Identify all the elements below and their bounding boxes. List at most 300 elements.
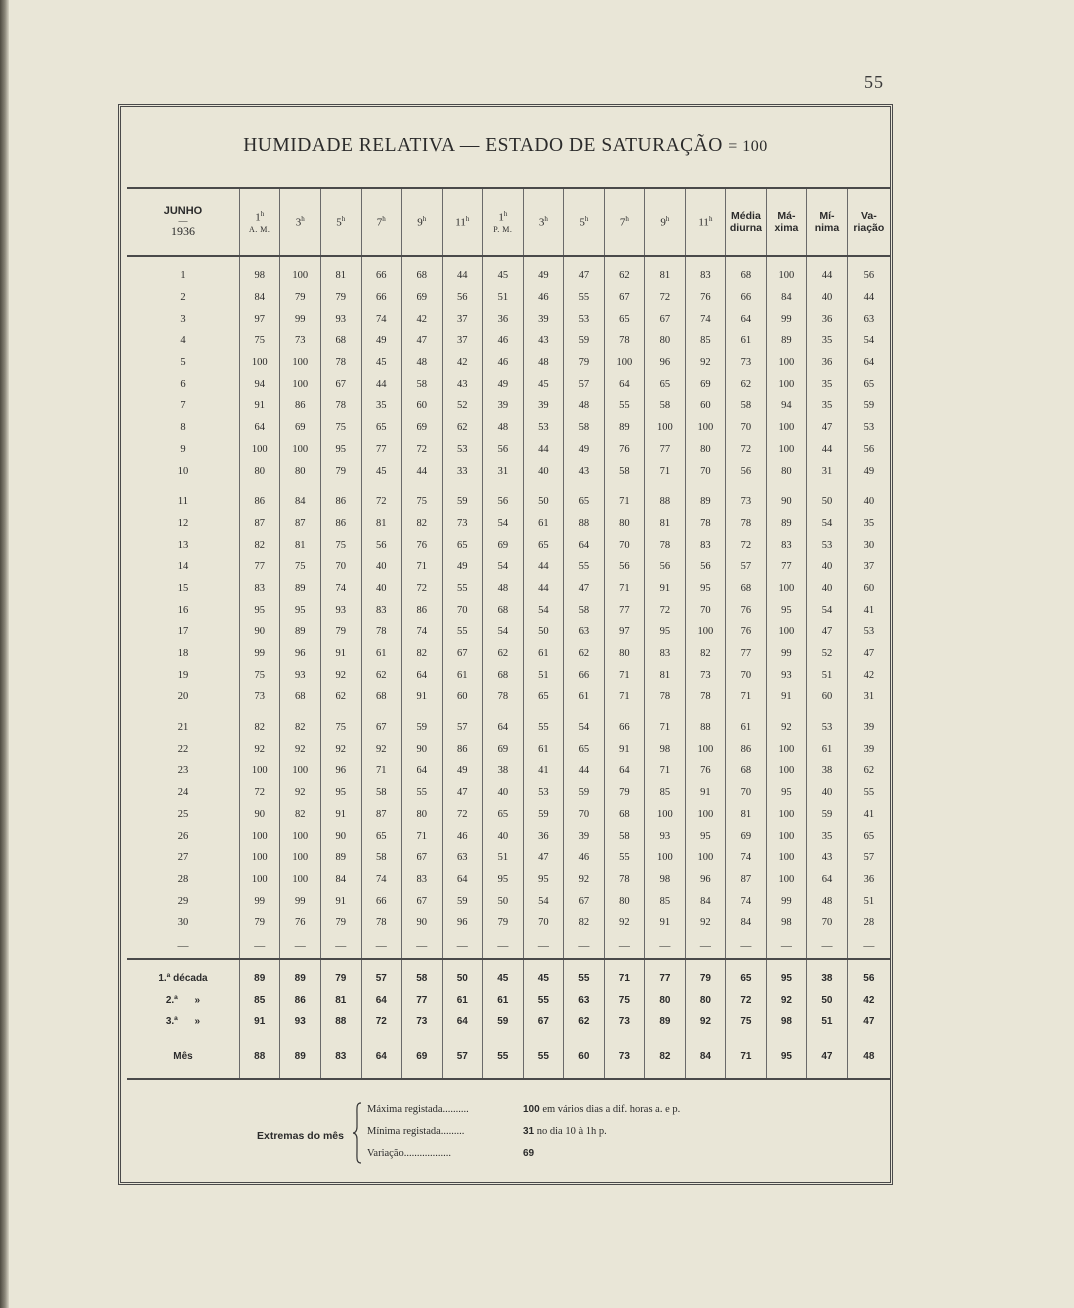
variation-label: Variação.................. xyxy=(367,1148,451,1159)
table-cell: 40 xyxy=(847,491,890,513)
table-cell: 79 xyxy=(604,782,645,804)
table-cell: 39 xyxy=(523,308,564,330)
table-cell: 100 xyxy=(766,825,807,847)
table-cell: 66 xyxy=(564,664,605,686)
table-cell: 56 xyxy=(604,556,645,578)
summary-cell: 75 xyxy=(604,990,645,1011)
table-cell: 66 xyxy=(604,717,645,739)
table-cell: 61 xyxy=(361,643,402,665)
table-cell: 100 xyxy=(685,621,726,643)
table-cell: 68 xyxy=(726,578,767,600)
table-cell: 56 xyxy=(847,265,890,287)
table-cell: 47 xyxy=(564,265,605,287)
table-cell: 31 xyxy=(483,460,524,482)
table-cell: 71 xyxy=(645,760,686,782)
table-cell: 71 xyxy=(604,664,645,686)
table-cell: 58 xyxy=(564,599,605,621)
table-cell: 64 xyxy=(847,352,890,374)
table-cell: 93 xyxy=(645,825,686,847)
table-row xyxy=(127,556,890,578)
table-cell: 56 xyxy=(645,556,686,578)
hour-label: 3$^h$ xyxy=(295,214,305,229)
table-cell: 99 xyxy=(239,890,280,912)
table-cell: 59 xyxy=(807,804,848,826)
table-cell: 64 xyxy=(442,869,483,891)
table-cell: 100 xyxy=(766,847,807,869)
variacao-header xyxy=(847,188,890,256)
table-cell: 55 xyxy=(523,717,564,739)
table-cell: 61 xyxy=(726,717,767,739)
day-number: 25 xyxy=(177,808,189,820)
table-cell: 53 xyxy=(847,417,890,439)
table-frame xyxy=(118,104,893,1185)
summary-cell: 42 xyxy=(847,990,890,1011)
table-row xyxy=(127,643,890,665)
table-cell: 64 xyxy=(604,760,645,782)
table-row xyxy=(127,395,890,417)
summary-cell: 73 xyxy=(604,1011,645,1032)
table-cell: 86 xyxy=(239,491,280,513)
table-row xyxy=(127,308,890,330)
dash-mark: — xyxy=(402,934,443,959)
summary-cell: 50 xyxy=(442,959,483,990)
summary-cell: 47 xyxy=(807,1042,848,1079)
page-title xyxy=(121,135,890,157)
hour-header-7am xyxy=(361,188,402,256)
table-cell: 80 xyxy=(645,330,686,352)
table-cell: 76 xyxy=(726,621,767,643)
dash-mark: — xyxy=(442,934,483,959)
table-cell: 44 xyxy=(442,265,483,287)
table-cell: 75 xyxy=(239,664,280,686)
table-cell: 78 xyxy=(361,912,402,934)
table-cell: 73 xyxy=(280,330,321,352)
summary-row xyxy=(127,990,890,1011)
table-cell: 68 xyxy=(726,265,767,287)
table-cell: 92 xyxy=(564,869,605,891)
month-year-header xyxy=(127,188,239,256)
table-cell: 72 xyxy=(239,782,280,804)
table-cell: 42 xyxy=(402,308,443,330)
table-cell: 65 xyxy=(847,373,890,395)
table-cell: 59 xyxy=(442,491,483,513)
table-cell: 39 xyxy=(564,825,605,847)
table-cell: 44 xyxy=(807,439,848,461)
summary-cell: 98 xyxy=(766,1011,807,1032)
table-cell: 40 xyxy=(361,578,402,600)
day-number: 5 xyxy=(180,357,186,369)
table-cell: 68 xyxy=(483,599,524,621)
day-number: 7 xyxy=(180,400,186,412)
hour-header-7pm xyxy=(604,188,645,256)
summary-cell: 55 xyxy=(523,1042,564,1079)
table-cell: 66 xyxy=(361,287,402,309)
table-cell: 90 xyxy=(766,491,807,513)
summary-cell: 64 xyxy=(361,1042,402,1079)
table-cell: 70 xyxy=(685,460,726,482)
table-cell: 65 xyxy=(523,534,564,556)
table-cell: 69 xyxy=(280,417,321,439)
table-cell: 70 xyxy=(685,599,726,621)
table-cell: 91 xyxy=(321,804,362,826)
table-cell: 71 xyxy=(645,460,686,482)
table-cell: 74 xyxy=(402,621,443,643)
media-header-line1: Média xyxy=(731,209,761,222)
dash-mark: — xyxy=(766,934,807,959)
table-cell: 79 xyxy=(564,352,605,374)
table-cell: 50 xyxy=(523,491,564,513)
hour-label: 9$^h$ xyxy=(660,214,670,229)
hour-header-1pm xyxy=(483,188,524,256)
summary-cell: 86 xyxy=(280,990,321,1011)
day-number: 2 xyxy=(180,292,186,304)
table-cell: 95 xyxy=(280,599,321,621)
table-cell: 56 xyxy=(361,534,402,556)
table-cell: 90 xyxy=(239,621,280,643)
summary-cell: 64 xyxy=(361,990,402,1011)
table-row xyxy=(127,717,890,739)
table-cell: 35 xyxy=(807,373,848,395)
table-cell: 78 xyxy=(645,534,686,556)
table-row xyxy=(127,534,890,556)
table-cell: 69 xyxy=(685,373,726,395)
summary-cell: 89 xyxy=(280,1042,321,1079)
table-cell: 44 xyxy=(807,265,848,287)
table-cell: 56 xyxy=(847,439,890,461)
summary-cell: 59 xyxy=(483,1011,524,1032)
table-cell: 43 xyxy=(442,373,483,395)
table-cell: 45 xyxy=(361,460,402,482)
table-cell: 100 xyxy=(685,417,726,439)
summary-cell: 45 xyxy=(483,959,524,990)
day-number: 1 xyxy=(180,270,186,282)
table-cell: 100 xyxy=(280,825,321,847)
table-row xyxy=(127,330,890,352)
table-cell: 31 xyxy=(847,686,890,708)
summary-cell: 72 xyxy=(726,990,767,1011)
table-cell: 100 xyxy=(766,760,807,782)
table-cell: 55 xyxy=(847,782,890,804)
table-cell: 50 xyxy=(523,621,564,643)
table-cell: 86 xyxy=(321,513,362,535)
table-cell: 76 xyxy=(726,599,767,621)
table-cell: 81 xyxy=(361,513,402,535)
table-cell: 58 xyxy=(402,373,443,395)
table-cell: 94 xyxy=(766,395,807,417)
table-cell: 76 xyxy=(402,534,443,556)
table-cell: 46 xyxy=(483,352,524,374)
table-cell: 95 xyxy=(685,825,726,847)
table-cell: 79 xyxy=(321,621,362,643)
table-cell: 66 xyxy=(361,890,402,912)
day-number: 10 xyxy=(177,465,189,477)
summary-cell: 56 xyxy=(847,959,890,990)
table-cell: 96 xyxy=(645,352,686,374)
table-cell: 91 xyxy=(321,643,362,665)
table-cell: 96 xyxy=(321,760,362,782)
table-cell: 59 xyxy=(564,330,605,352)
summary-cell: 63 xyxy=(564,990,605,1011)
table-cell: 58 xyxy=(564,417,605,439)
table-cell: 92 xyxy=(361,738,402,760)
dash-mark: — xyxy=(280,934,321,959)
table-cell: 70 xyxy=(442,599,483,621)
table-cell: 54 xyxy=(523,599,564,621)
day-number: 26 xyxy=(177,830,189,842)
table-cell: 70 xyxy=(523,912,564,934)
day-number: 16 xyxy=(177,604,189,616)
table-cell: 58 xyxy=(361,847,402,869)
summary-cell: 85 xyxy=(239,990,280,1011)
table-cell: 44 xyxy=(564,760,605,782)
table-cell: 36 xyxy=(807,308,848,330)
title-text: HUMIDADE RELATIVA — ESTADO DE SATURAÇÃO xyxy=(243,135,723,156)
table-cell: 65 xyxy=(645,373,686,395)
table-cell: 65 xyxy=(847,825,890,847)
summary-cell: 45 xyxy=(523,959,564,990)
table-cell: 83 xyxy=(239,578,280,600)
table-cell: 90 xyxy=(321,825,362,847)
hour-header-11pm xyxy=(685,188,726,256)
table-cell: 97 xyxy=(604,621,645,643)
table-cell: 100 xyxy=(766,578,807,600)
day-number: 20 xyxy=(177,691,189,703)
table-cell: 87 xyxy=(726,869,767,891)
table-cell: 37 xyxy=(442,308,483,330)
table-cell: 67 xyxy=(321,373,362,395)
table-cell: 100 xyxy=(280,760,321,782)
table-cell: 49 xyxy=(442,760,483,782)
table-cell: 98 xyxy=(645,738,686,760)
book-spine-shadow xyxy=(0,0,9,1308)
table-cell: 62 xyxy=(604,265,645,287)
summary-row xyxy=(127,1011,890,1032)
table-cell: 43 xyxy=(807,847,848,869)
day-number: 6 xyxy=(180,378,186,390)
table-cell: 95 xyxy=(645,621,686,643)
table-cell: 95 xyxy=(239,599,280,621)
table-cell: 67 xyxy=(402,890,443,912)
day-number: 27 xyxy=(177,852,189,864)
table-cell: 92 xyxy=(280,738,321,760)
table-cell: 80 xyxy=(685,439,726,461)
summary-cell: 88 xyxy=(239,1042,280,1079)
summary-cell: 55 xyxy=(523,990,564,1011)
summary-cell: 93 xyxy=(280,1011,321,1032)
table-cell: 82 xyxy=(280,717,321,739)
table-cell: 100 xyxy=(766,373,807,395)
table-cell: 69 xyxy=(402,417,443,439)
table-cell: 89 xyxy=(280,621,321,643)
table-cell: 99 xyxy=(280,890,321,912)
table-cell: 67 xyxy=(442,643,483,665)
summary-cell: 71 xyxy=(726,1042,767,1079)
table-cell: 100 xyxy=(280,869,321,891)
table-cell: 54 xyxy=(807,599,848,621)
table-cell: 88 xyxy=(564,513,605,535)
table-cell: 63 xyxy=(442,847,483,869)
summary-cell: 77 xyxy=(645,959,686,990)
table-cell: 99 xyxy=(766,308,807,330)
table-cell: 65 xyxy=(483,804,524,826)
summary-cell: 38 xyxy=(807,959,848,990)
table-row xyxy=(127,760,890,782)
day-number: 24 xyxy=(177,787,189,799)
table-cell: 57 xyxy=(442,717,483,739)
var-value: 69 xyxy=(523,1148,535,1159)
summary-cell: 89 xyxy=(280,959,321,990)
table-cell: 95 xyxy=(766,599,807,621)
table-cell: 82 xyxy=(402,643,443,665)
minima-header-line2: nima xyxy=(814,222,840,234)
hour-header-9am xyxy=(402,188,443,256)
table-cell: 50 xyxy=(483,890,524,912)
table-cell: 55 xyxy=(564,287,605,309)
table-cell: 62 xyxy=(483,643,524,665)
table-cell: 40 xyxy=(361,556,402,578)
table-cell: 75 xyxy=(321,417,362,439)
hour-header-5am xyxy=(321,188,362,256)
title-suffix: = 100 xyxy=(728,138,768,155)
table-cell: 57 xyxy=(847,847,890,869)
table-cell: 59 xyxy=(402,717,443,739)
summary-cell: 75 xyxy=(726,1011,767,1032)
table-cell: 78 xyxy=(645,686,686,708)
table-cell: 48 xyxy=(807,890,848,912)
maxima-header xyxy=(766,188,807,256)
table-cell: 56 xyxy=(726,460,767,482)
table-cell: 76 xyxy=(685,760,726,782)
table-cell: 33 xyxy=(442,460,483,482)
table-cell: 69 xyxy=(483,534,524,556)
summary-cell: 95 xyxy=(766,959,807,990)
table-cell: 49 xyxy=(564,439,605,461)
table-cell: 100 xyxy=(239,439,280,461)
table-cell: 42 xyxy=(442,352,483,374)
table-cell: 88 xyxy=(645,491,686,513)
min-note: no dia 10 à 1h p. xyxy=(536,1126,607,1137)
table-cell: 54 xyxy=(483,621,524,643)
table-cell: 98 xyxy=(645,869,686,891)
table-cell: 100 xyxy=(685,847,726,869)
table-cell: 91 xyxy=(645,578,686,600)
table-cell: 76 xyxy=(685,287,726,309)
table-cell: 61 xyxy=(726,330,767,352)
summary-label: 3.ª » xyxy=(165,1015,201,1027)
table-cell: 44 xyxy=(523,439,564,461)
table-cell: 48 xyxy=(523,352,564,374)
table-cell: 83 xyxy=(766,534,807,556)
table-row xyxy=(127,373,890,395)
table-row xyxy=(127,890,890,912)
day-number: 18 xyxy=(177,648,189,660)
table-cell: 65 xyxy=(442,534,483,556)
table-cell: 58 xyxy=(726,395,767,417)
table-cell: 85 xyxy=(645,782,686,804)
table-cell: 51 xyxy=(523,664,564,686)
table-cell: 60 xyxy=(685,395,726,417)
table-cell: 78 xyxy=(685,513,726,535)
table-cell: 89 xyxy=(604,417,645,439)
table-cell: 69 xyxy=(726,825,767,847)
table-cell: 47 xyxy=(807,621,848,643)
table-cell: 71 xyxy=(604,578,645,600)
table-cell: 99 xyxy=(766,643,807,665)
table-cell: 79 xyxy=(239,912,280,934)
summary-cell: 73 xyxy=(402,1011,443,1032)
table-cell: 100 xyxy=(685,738,726,760)
table-cell: 51 xyxy=(483,287,524,309)
summary-cell: 55 xyxy=(483,1042,524,1079)
table-cell: 40 xyxy=(807,287,848,309)
table-cell: 30 xyxy=(847,534,890,556)
table-cell: 43 xyxy=(564,460,605,482)
table-cell: 56 xyxy=(442,287,483,309)
table-cell: 70 xyxy=(807,912,848,934)
table-cell: 47 xyxy=(847,643,890,665)
table-cell: 35 xyxy=(847,513,890,535)
dash-row xyxy=(127,934,890,959)
table-cell: 95 xyxy=(321,782,362,804)
table-cell: 51 xyxy=(807,664,848,686)
table-cell: 88 xyxy=(685,717,726,739)
hour-header-11am xyxy=(442,188,483,256)
dash-mark: — xyxy=(726,934,767,959)
hour-label: 3$^h$ xyxy=(538,214,548,229)
table-cell: 100 xyxy=(645,417,686,439)
table-cell: 77 xyxy=(645,439,686,461)
table-cell: 76 xyxy=(604,439,645,461)
hour-period-label: P. M. xyxy=(493,224,513,234)
dash-mark: — xyxy=(645,934,686,959)
table-cell: 65 xyxy=(361,417,402,439)
table-cell: 36 xyxy=(523,825,564,847)
table-cell: 81 xyxy=(726,804,767,826)
table-cell: 45 xyxy=(523,373,564,395)
table-cell: 43 xyxy=(523,330,564,352)
table-cell: 65 xyxy=(361,825,402,847)
table-cell: 40 xyxy=(807,578,848,600)
table-cell: 55 xyxy=(604,847,645,869)
table-cell: 73 xyxy=(726,352,767,374)
table-cell: 57 xyxy=(564,373,605,395)
table-cell: 61 xyxy=(523,738,564,760)
table-cell: 55 xyxy=(442,621,483,643)
table-cell: 89 xyxy=(766,330,807,352)
table-cell: 97 xyxy=(239,308,280,330)
table-cell: 68 xyxy=(402,265,443,287)
table-row xyxy=(127,439,890,461)
table-cell: 60 xyxy=(807,686,848,708)
summary-cell: 91 xyxy=(239,1011,280,1032)
table-cell: 61 xyxy=(564,686,605,708)
table-cell: 58 xyxy=(361,782,402,804)
table-cell: 100 xyxy=(239,760,280,782)
table-cell: 100 xyxy=(766,869,807,891)
table-cell: 56 xyxy=(483,491,524,513)
table-cell: 38 xyxy=(807,760,848,782)
table-cell: 86 xyxy=(402,599,443,621)
humidity-table xyxy=(127,187,890,1080)
table-cell: 74 xyxy=(685,308,726,330)
hour-label: 1$^h$ xyxy=(498,210,508,224)
table-cell: 72 xyxy=(442,804,483,826)
table-cell: 100 xyxy=(280,265,321,287)
table-cell: 72 xyxy=(645,287,686,309)
table-cell: 71 xyxy=(645,717,686,739)
table-cell: 90 xyxy=(239,804,280,826)
table-cell: 91 xyxy=(402,686,443,708)
